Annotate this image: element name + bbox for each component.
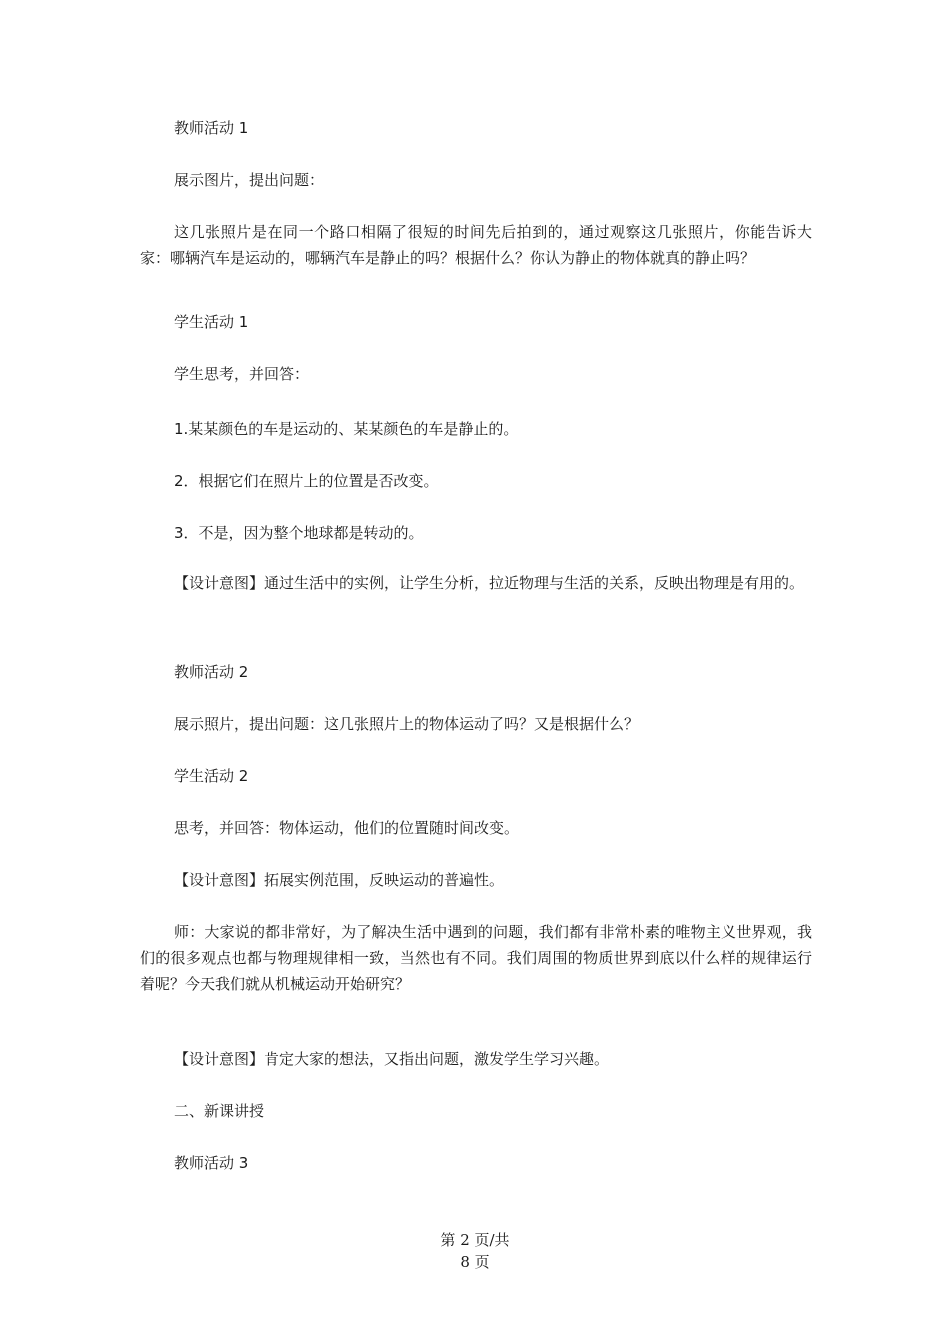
page-number-line-1: 第 2 页/共 <box>440 1231 510 1249</box>
paragraph-show-photos-question: 展示照片，提出问题：这几张照片上的物体运动了吗？又是根据什么？ <box>174 715 640 733</box>
paragraph-photo-question: 这几张照片是在同一个路口相隔了很短的时间先后拍到的，通过观察这几张照片，你能告诉大家：哪辆汽车是运动的，哪辆汽车是静止的吗？根据什么？你认为静止的物体就真的静止吗？ <box>140 223 812 267</box>
paragraph-teacher-activity-2-heading: 教师活动 2 <box>174 663 249 681</box>
paragraph-student-activity-2-heading: 学生活动 2 <box>174 767 249 785</box>
paragraph-show-pictures: 展示图片，提出问题： <box>174 171 325 189</box>
paragraph-answer-3: 3．不是，因为整个地球都是转动的。 <box>174 524 424 542</box>
paragraph-answer-2: 2．根据它们在照片上的位置是否改变。 <box>174 472 439 490</box>
paragraph-teacher-activity-3-heading: 教师活动 3 <box>174 1154 249 1172</box>
paragraph-teacher-remark: 师：大家说的都非常好，为了解决生活中遇到的问题，我们都有非常朴素的唯物主义世界观，我们的很多观点也都与物理规律相一致，当然也有不同。我们周围的物质世界到底以什么样的规律运行着呢？今天我们就从机械运动开始研究？ <box>140 923 812 993</box>
paragraph-student-think-answer: 学生思考，并回答： <box>174 365 310 383</box>
paragraph-answer-1: 1.某某颜色的车是运动的、某某颜色的车是静止的。 <box>174 420 519 438</box>
section-heading-new-lesson: 二、新课讲授 <box>174 1102 265 1120</box>
paragraph-student-answer-2: 思考，并回答：物体运动，他们的位置随时间改变。 <box>174 819 520 837</box>
paragraph-student-activity-1-heading: 学生活动 1 <box>174 313 249 331</box>
paragraph-design-intent-2: 【设计意图】拓展实例范围，反映运动的普遍性。 <box>174 871 505 889</box>
page-number-line-2: 8 页 <box>460 1253 490 1271</box>
paragraph-teacher-activity-1-heading: 教师活动 1 <box>174 119 249 137</box>
paragraph-design-intent-3: 【设计意图】肯定大家的想法，又指出问题，激发学生学习兴趣。 <box>174 1050 610 1068</box>
paragraph-design-intent-1: 【设计意图】通过生活中的实例，让学生分析，拉近物理与生活的关系，反映出物理是有用的。 <box>174 574 805 592</box>
